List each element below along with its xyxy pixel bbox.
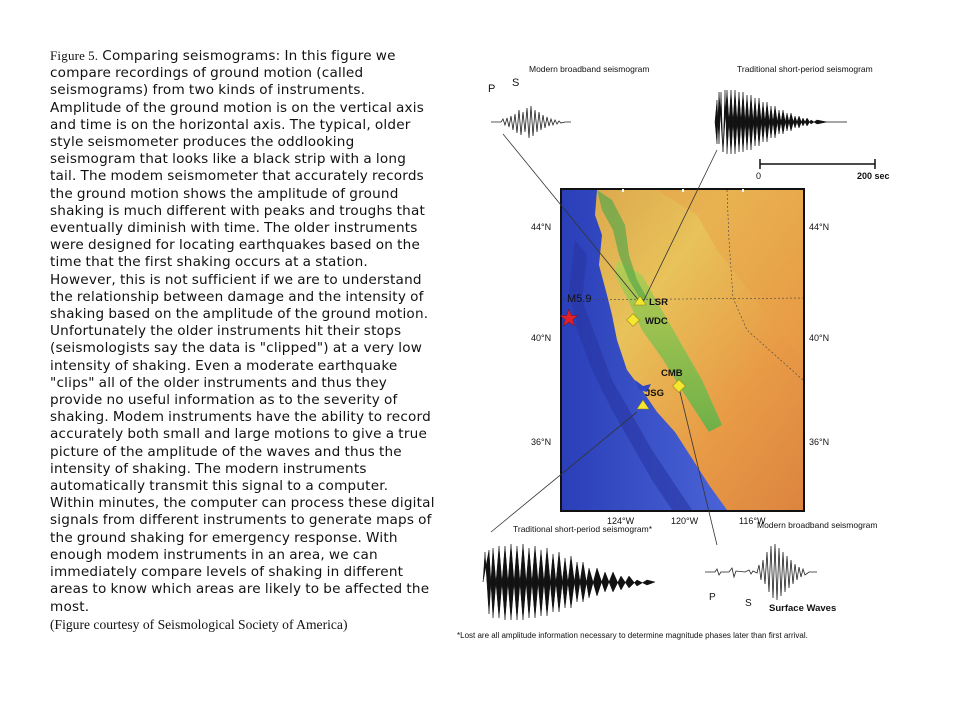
surface-waves-label: Surface Waves <box>769 603 837 614</box>
seismogram-figure <box>447 40 919 672</box>
top-broadband-trace <box>491 106 571 138</box>
station-lsr-label: LSR <box>649 297 668 308</box>
station-wdc-label: WDC <box>645 316 668 327</box>
lon-label-116: 116°W <box>739 516 766 526</box>
station-cmb-label: CMB <box>661 368 683 379</box>
bottom-short-period-trace <box>483 544 655 620</box>
lat-label-36-left: 36°N <box>531 437 552 447</box>
lat-label-44-left: 44°N <box>531 222 552 232</box>
scale-start: 0 <box>756 171 762 181</box>
quake-magnitude-label: M5.9 <box>567 293 592 305</box>
lat-label-40-left: 40°N <box>531 333 552 343</box>
top-short-period-trace <box>715 90 847 154</box>
lat-label-40-right: 40°N <box>809 333 830 343</box>
bottom-right-title: Modern broadband seismogram <box>757 520 878 530</box>
top-p-label: P <box>488 83 496 95</box>
figure-label: Figure 5. <box>50 48 99 63</box>
caption-body: Comparing seismograms: In this figure we compare recordings of ground motion (called seismograms) from two kinds of instruments. Amplitude of the ground motion is on the vertical axis and time is on the horizontal axis. The typical, older style seismometer produces the oddlooking seismogram that looks like a black strip with a long tail. The modem seismometer that accurately records the ground motion shows the amplitude of ground shaking is much different with peaks and troughs that eventually diminish with time. The older instruments were designed for locating earthquakes based on the time that the first shaking occurs at a station. However, this is not sufficient if we are to understand the relationship between damage and the intensity of shaking based on the amplitude of the ground motion. Unfortunately the older instruments hit their stops (seismologists say the data is "clipped") at a very low intensity of shaking. Even a moderate earthquake "clips" all of the older instruments and thus they provide no useful information as to the severity of shaking. Modem instruments have the ability to record accurately both small and large motions to give a true picture of the amplitude of the waves and thus the intensity of shaking. The modern instruments automatically transmit this signal to a computer. Within minutes, the computer can process these digital signals from different instruments to generate maps of the ground shaking for emergency response. With enough modem instruments in an area, we can immediately compare levels of shaking in different areas to know which areas are likely to be affected the most. <box>50 48 435 615</box>
figure-footnote: *Lost are all amplitude information necessary to determine magnitude phases later than first arrival. <box>457 631 808 640</box>
lon-label-124: 124°W <box>607 516 635 526</box>
station-jsg-label: JSG <box>645 388 665 399</box>
lat-label-36-right: 36°N <box>809 437 830 447</box>
top-s-label: S <box>512 77 520 89</box>
figure-caption <box>50 47 435 633</box>
scale-end: 200 sec <box>857 171 890 181</box>
bottom-broadband-trace <box>705 544 817 600</box>
figure-credit: (Figure courtesy of Seismological Society of America) <box>50 616 348 632</box>
top-left-title: Modern broadband seismogram <box>529 64 650 74</box>
california-relief-map <box>560 188 805 512</box>
bottom-left-title: Traditional short-period seismogram* <box>513 524 653 534</box>
top-right-title: Traditional short-period seismogram <box>737 64 873 74</box>
bottom-p-label: P <box>709 592 716 603</box>
bottom-s-label: S <box>745 598 752 609</box>
lon-label-120: 120°W <box>671 516 699 526</box>
lat-label-44-right: 44°N <box>809 222 830 232</box>
